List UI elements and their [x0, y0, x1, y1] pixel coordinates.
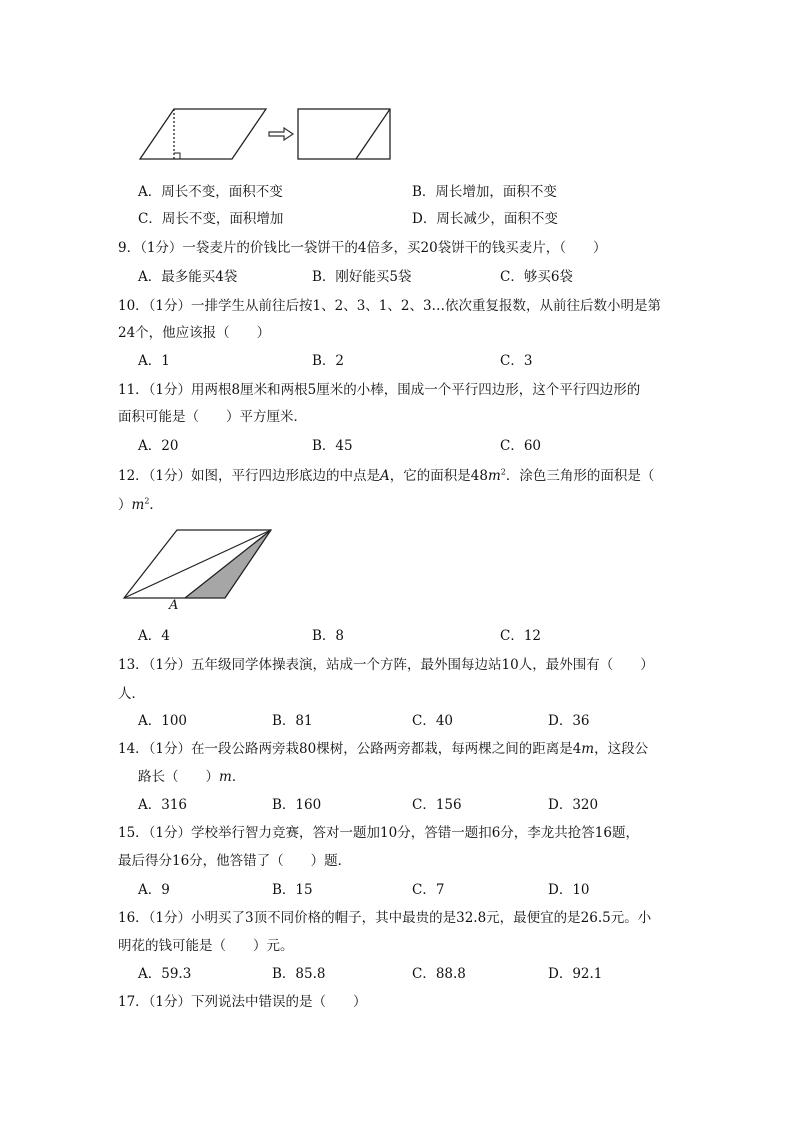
q16-option-a[interactable]: A．59.3: [138, 966, 192, 982]
q11-option-b[interactable]: B．45: [312, 438, 353, 454]
q14-stem-text-b: ，这段公: [594, 741, 649, 757]
q10-stem-line1: 10．（1分）一排学生从前往后按1、2、3、1、2、3…依次重复报数，从前往后数小明是第: [118, 298, 662, 314]
q14-stem-line2: [138, 765, 245, 785]
q13-stem-line2: 人．: [118, 686, 145, 702]
q12-option-a[interactable]: A．4: [138, 628, 170, 644]
q14-stem-line1: [118, 737, 648, 757]
q12-stem-text-d: ）: [118, 497, 132, 513]
q12-option-b[interactable]: B．8: [312, 628, 345, 644]
q14-stem-text-a: 14．（1分）在一段公路两旁栽80棵树，公路两旁都栽，每两棵之间的距离是4: [118, 741, 582, 757]
q14-option-a[interactable]: A．316: [138, 797, 188, 813]
q13-option-b[interactable]: B．81: [272, 713, 313, 729]
q12-figure: [118, 525, 278, 615]
q11-option-a[interactable]: A．20: [138, 438, 179, 454]
q8-option-c[interactable]: C．周长不变，面积增加: [138, 211, 284, 227]
q13-option-d[interactable]: D．36: [548, 713, 590, 729]
q15-option-a[interactable]: A．9: [138, 882, 170, 898]
q15-option-c[interactable]: C．7: [412, 882, 445, 898]
q12-stem-text-b: ，它的面积是48: [389, 468, 488, 484]
q12-stem-line1: [118, 464, 654, 484]
q12-var-a: A: [380, 468, 390, 484]
q13-option-c[interactable]: C．40: [412, 713, 454, 729]
right-arrow-icon: [269, 128, 293, 140]
q9-option-c[interactable]: C．够买6袋: [500, 269, 573, 285]
q11-stem-line2: 面积可能是（ ）平方厘米．: [118, 409, 307, 425]
q10-option-b[interactable]: B．2: [312, 353, 345, 369]
q14-option-b[interactable]: B．160: [272, 797, 322, 813]
q14-stem-text-d: ．: [231, 769, 246, 785]
q12-stem-line2: [118, 493, 163, 513]
q12-stem-text-c: ．涂色三角形的面积是（: [505, 468, 655, 484]
q10-option-c[interactable]: C．3: [500, 353, 533, 369]
q14-option-d[interactable]: D．320: [548, 797, 599, 813]
q15-stem-line1: 15．（1分）学校举行智力竞赛，答对一题加10分，答错一题扣6分，李龙共抢答16题，: [118, 825, 639, 841]
q12-stem-text-a: 12．（1分）如图，平行四边形底边的中点是: [118, 468, 381, 484]
q11-stem-line1: 11．（1分）用两根8厘米和两根5厘米的小棒，围成一个平行四边形，这个平行四边形的: [118, 382, 641, 398]
q12-unit-m: m: [487, 468, 501, 484]
q12-option-c[interactable]: C．12: [500, 628, 542, 644]
q11-option-c[interactable]: C．60: [500, 438, 542, 454]
q15-option-d[interactable]: D．10: [548, 882, 590, 898]
q8-option-b[interactable]: B．周长增加，面积不变: [412, 184, 557, 200]
q16-option-d[interactable]: D．92.1: [548, 966, 603, 982]
q15-option-b[interactable]: B．15: [272, 882, 313, 898]
q12-parallelogram: [124, 530, 271, 598]
q8-option-d[interactable]: D．周长减少，面积不变: [412, 211, 558, 227]
q16-stem-line1: 16．（1分）小明买了3顶不同价格的帽子，其中最贵的是32.8元，最便宜的是26.5元。小: [118, 910, 652, 926]
q13-option-a[interactable]: A．100: [138, 713, 188, 729]
q9-stem: 9．（1分）一袋麦片的价钱比一袋饼干的4倍多，买20袋饼干的钱买麦片，（ ）: [118, 240, 607, 256]
q14-unit-m: m: [581, 741, 595, 757]
q16-option-c[interactable]: C．88.8: [412, 966, 466, 982]
q9-option-b[interactable]: B．刚好能买5袋: [312, 269, 412, 285]
q14-stem-text-c: 路长（ ）: [138, 769, 219, 785]
q8-figure: [130, 100, 410, 170]
q12-figure-label-a: A: [169, 598, 179, 613]
q13-stem-line1: 13．（1分）五年级同学体操表演，站成一个方阵，最外围每边站10人，最外围有（ ）: [118, 657, 654, 673]
q10-option-a[interactable]: A．1: [138, 353, 170, 369]
q16-option-b[interactable]: B．85.8: [272, 966, 326, 982]
q12-unit-sup: 2: [500, 467, 506, 477]
q16-stem-line2: 明花的钱可能是（ ）元。: [118, 938, 294, 954]
q9-option-a[interactable]: A．最多能买4袋: [138, 269, 238, 285]
q17-stem: 17．（1分）下列说法中错误的是（ ）: [118, 994, 367, 1010]
q8-option-a[interactable]: A．周长不变，面积不变: [138, 184, 283, 200]
q8-rectangle: [298, 109, 390, 159]
q12-unit-sup-2: 2: [144, 496, 150, 506]
q14-option-c[interactable]: C．156: [412, 797, 462, 813]
q12-stem-text-e: ．: [149, 497, 163, 513]
q10-stem-line2: 24个，他应该报（ ）: [118, 325, 271, 341]
q8-parallelogram: [140, 109, 266, 159]
q12-unit-m-2: m: [131, 497, 145, 513]
q14-unit-m-2: m: [219, 769, 232, 785]
q15-stem-line2: 最后得分16分，他答错了（ ）题．: [118, 853, 352, 869]
